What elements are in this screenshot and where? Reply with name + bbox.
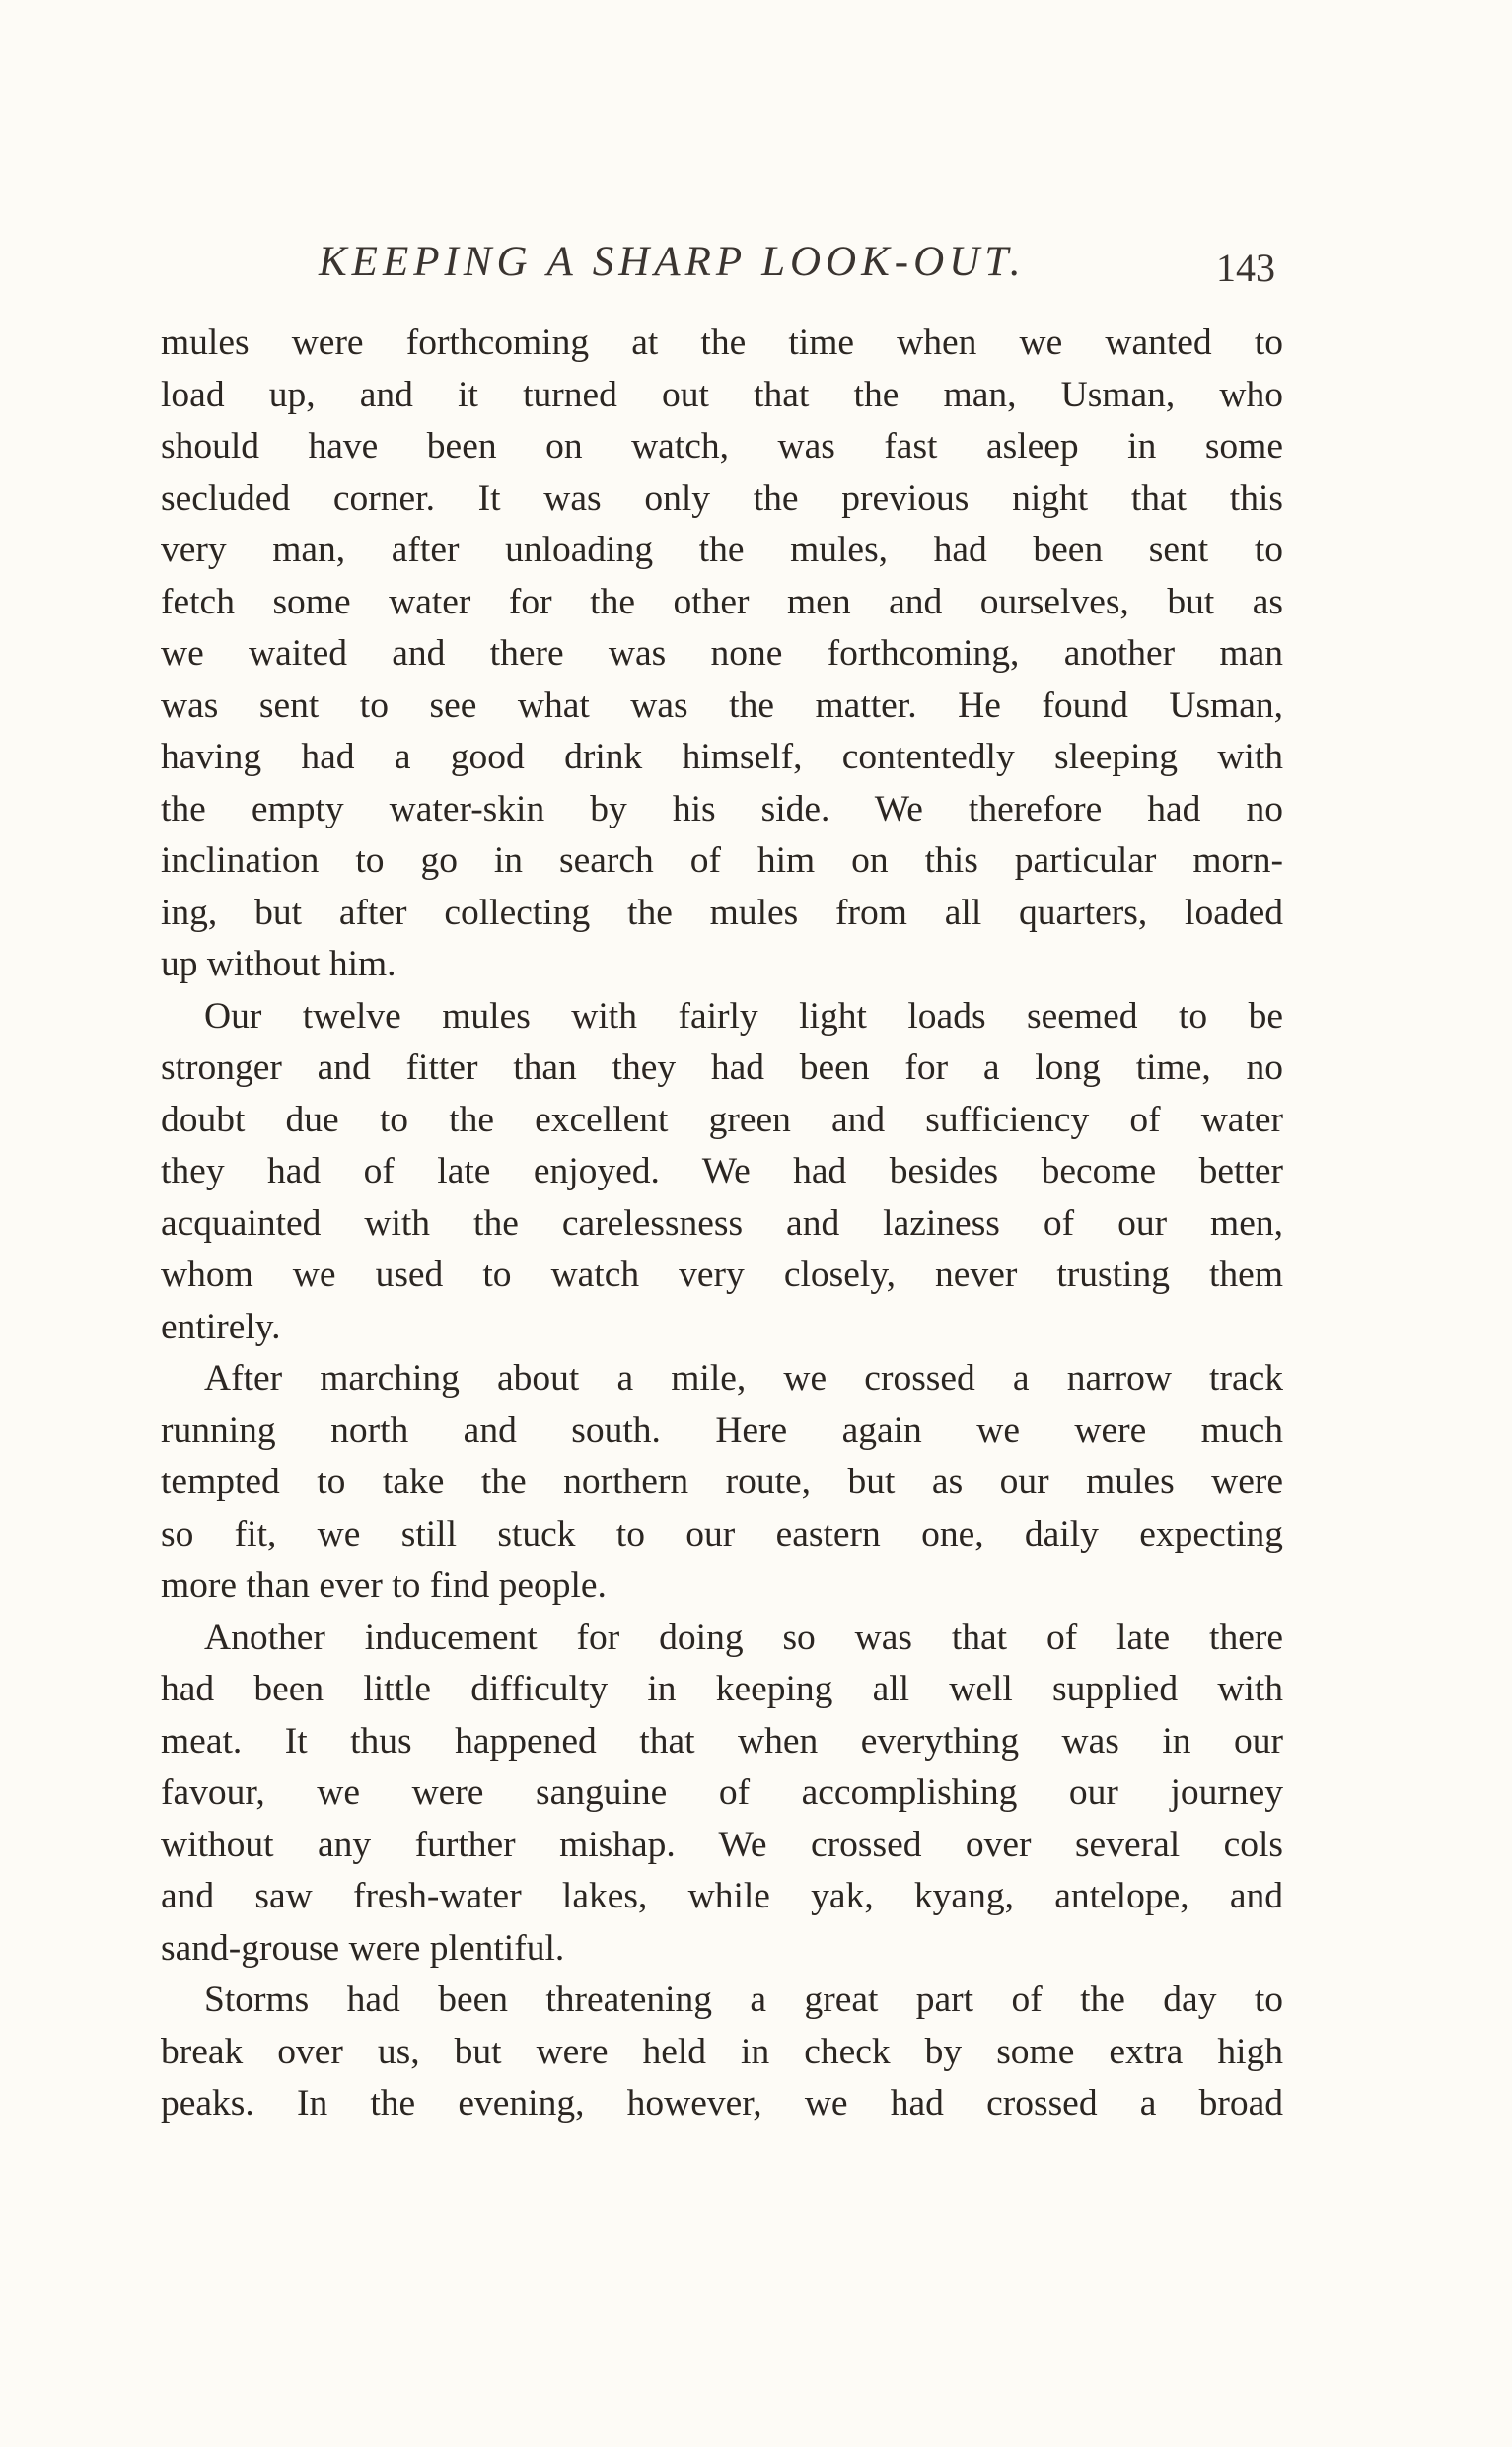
text-line: sand-grouse were plentiful. xyxy=(161,1927,565,1969)
text-line: ing, but after collecting the mules from all quarters, loaded xyxy=(161,892,1283,933)
text-line: they had of late enjoyed. We had besides become better xyxy=(161,1151,1283,1191)
text-line: inclination to go in search of him on this particular morn- xyxy=(161,840,1283,881)
text-line: and saw fresh-water lakes, while yak, kyang, antelope, and xyxy=(161,1876,1283,1916)
running-header xyxy=(161,233,1283,292)
text-line: tempted to take the northern route, but as our mules were xyxy=(161,1462,1283,1502)
text-line: had been little difficulty in keeping all well supplied with xyxy=(161,1669,1283,1709)
text-line: was sent to see what was the matter. He found Usman, xyxy=(161,684,1283,726)
text-line: running north and south. Here again we were much xyxy=(161,1409,1283,1451)
text-line: stronger and fitter than they had been for a long time, no xyxy=(161,1047,1283,1088)
text-line: acquainted with the carelessness and laziness of our men, xyxy=(161,1202,1283,1244)
text-line: break over us, but were held in check by some extra high xyxy=(161,2031,1283,2072)
text-line: up without him. xyxy=(161,944,396,984)
text-line: whom we used to watch very closely, never trusting them xyxy=(161,1255,1283,1295)
text-line: very man, after unloading the mules, had been sent to xyxy=(161,530,1283,570)
text-line: Storms had been threatening a great part of the day to xyxy=(204,1979,1283,2020)
text-line: so fit, we still stuck to our eastern one, daily expecting xyxy=(161,1513,1283,1554)
text-line: doubt due to the excellent green and sufficiency of water xyxy=(161,1099,1283,1140)
text-line: without any further mishap. We crossed over several cols xyxy=(161,1824,1283,1865)
text-line: mules were forthcoming at the time when we wanted to xyxy=(161,323,1283,363)
text-line: should have been on watch, was fast asleep in some xyxy=(161,426,1283,467)
text-line: Another inducement for doing so was that of late there xyxy=(204,1617,1283,1658)
text-line: peaks. In the evening, however, we had crossed a broad xyxy=(161,2083,1283,2123)
text-line: After marching about a mile, we crossed a narrow track xyxy=(204,1358,1283,1399)
page-number: 143 xyxy=(1216,246,1275,290)
text-line: favour, we were sanguine of accomplishing our journey xyxy=(161,1772,1283,1813)
text-line: secluded corner. It was only the previous night that this xyxy=(161,477,1283,519)
body-text xyxy=(161,318,1283,2130)
text-line: Our twelve mules with fairly light loads seemed to be xyxy=(204,995,1283,1037)
text-line: load up, and it turned out that the man, Usman, who xyxy=(161,374,1283,415)
text-line: meat. It thus happened that when everything was in our xyxy=(161,1720,1283,1762)
text-line: entirely. xyxy=(161,1306,281,1347)
text-line: fetch some water for the other men and ourselves, but as xyxy=(161,581,1283,622)
text-line: the empty water-skin by his side. We therefore had no xyxy=(161,788,1283,829)
text-line: we waited and there was none forthcoming, another man xyxy=(161,633,1283,674)
text-line: more than ever to find people. xyxy=(161,1565,607,1606)
text-line: having had a good drink himself, contentedly sleeping with xyxy=(161,737,1283,777)
running-title: KEEPING A SHARP LOOK-OUT. xyxy=(319,239,1026,285)
